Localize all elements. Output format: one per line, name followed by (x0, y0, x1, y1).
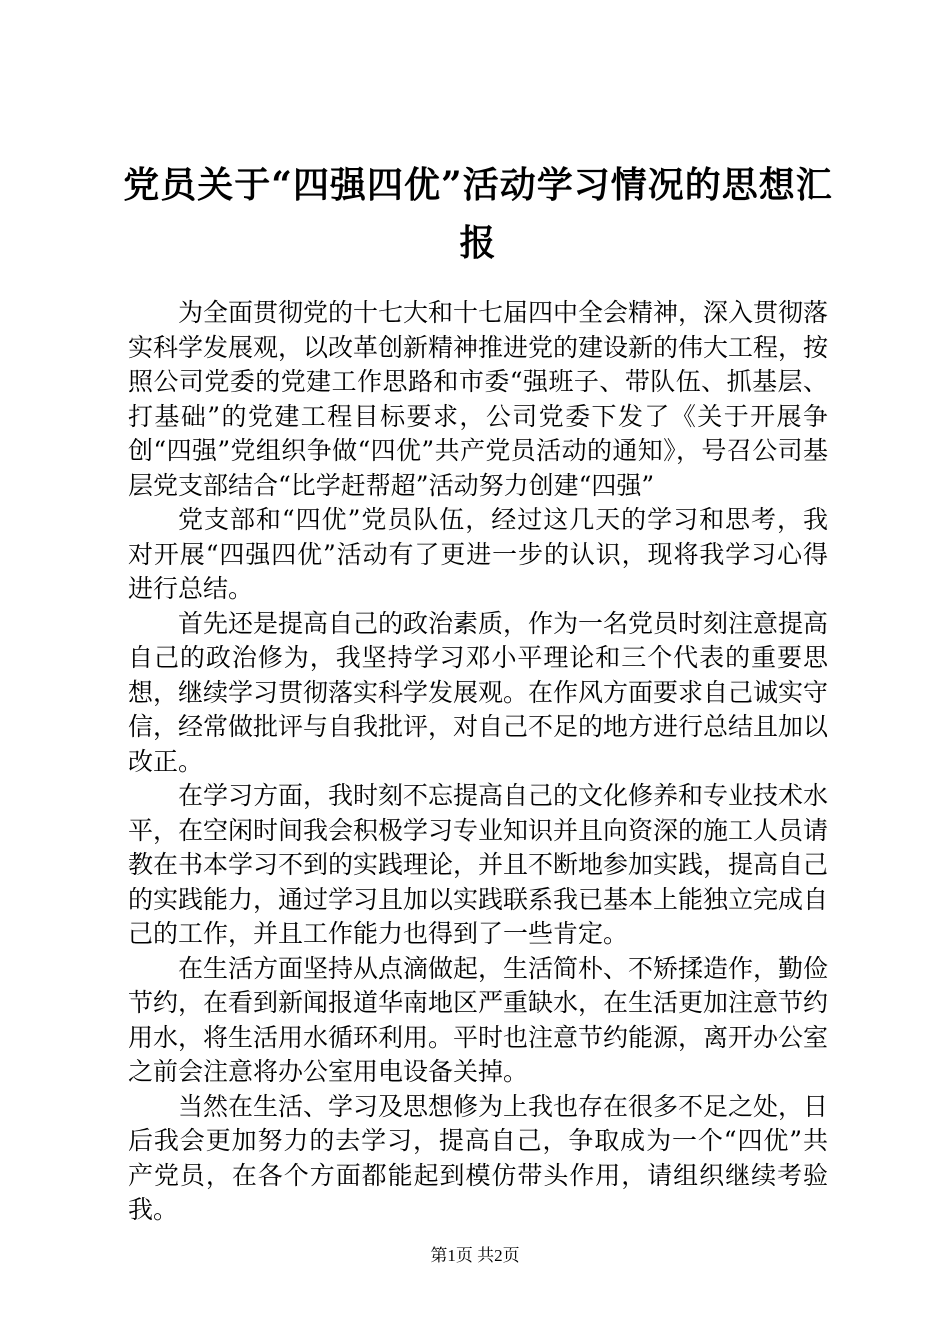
paragraph: 当然在生活、学习及思想修为上我也存在很多不足之处，日后我会更加努力的去学习，提高自己，争取成为一个“四优”共产党员，在各个方面都能起到模仿带头作用，请组织继续考验我。 (128, 1091, 829, 1224)
document-body (128, 296, 828, 1228)
paragraph: 为全面贯彻党的十七大和十七届四中全会精神，深入贯彻落实科学发展观，以改革创新精神推进党的建设新的伟大工程，按照公司党委的党建工作思路和市委“强班子、带队伍、抓基层、打基础”的党建工程目标要求，公司党委下发了《关于开展争创“四强”党组织争做“四优”共产党员活动的通知》，号召公司基层党支部结合“比学赶帮超”活动努力创建“四强” (128, 298, 829, 500)
page-number-footer: 第1页 共2页 (430, 1246, 520, 1265)
paragraph: 首先还是提高自己的政治素质，作为一名党员时刻注意提高自己的政治修为，我坚持学习邓小平理论和三个代表的重要思想，继续学习贯彻落实科学发展观。在作风方面要求自己诚实守信，经常做批评与自我批评，对自己不足的地方进行总结且加以改正。 (128, 608, 829, 776)
paragraph: 在生活方面坚持从点滴做起，生活简朴、不矫揉造作，勤俭节约，在看到新闻报道华南地区严重缺水，在生活更加注意节约用水，将生活用水循环利用。平时也注意节约能源，离开办公室之前会注意将办公室用电设备关掉。 (128, 953, 829, 1086)
document-title: 党员关于“四强四优”活动学习情况的思想汇报 (123, 164, 833, 264)
paragraph: 在学习方面，我时刻不忘提高自己的文化修养和专业技术水平，在空闲时间我会积极学习专业知识并且向资深的施工人员请教在书本学习不到的实践理论，并且不断地参加实践，提高自己的实践能力，通过学习且加以实践联系我已基本上能独立完成自己的工作，并且工作能力也得到了一些肯定。 (128, 781, 829, 948)
paragraph: 党支部和“四优”党员队伍，经过这几天的学习和思考，我对开展“四强四优”活动有了更进一步的认识，现将我学习心得进行总结。 (128, 505, 828, 603)
